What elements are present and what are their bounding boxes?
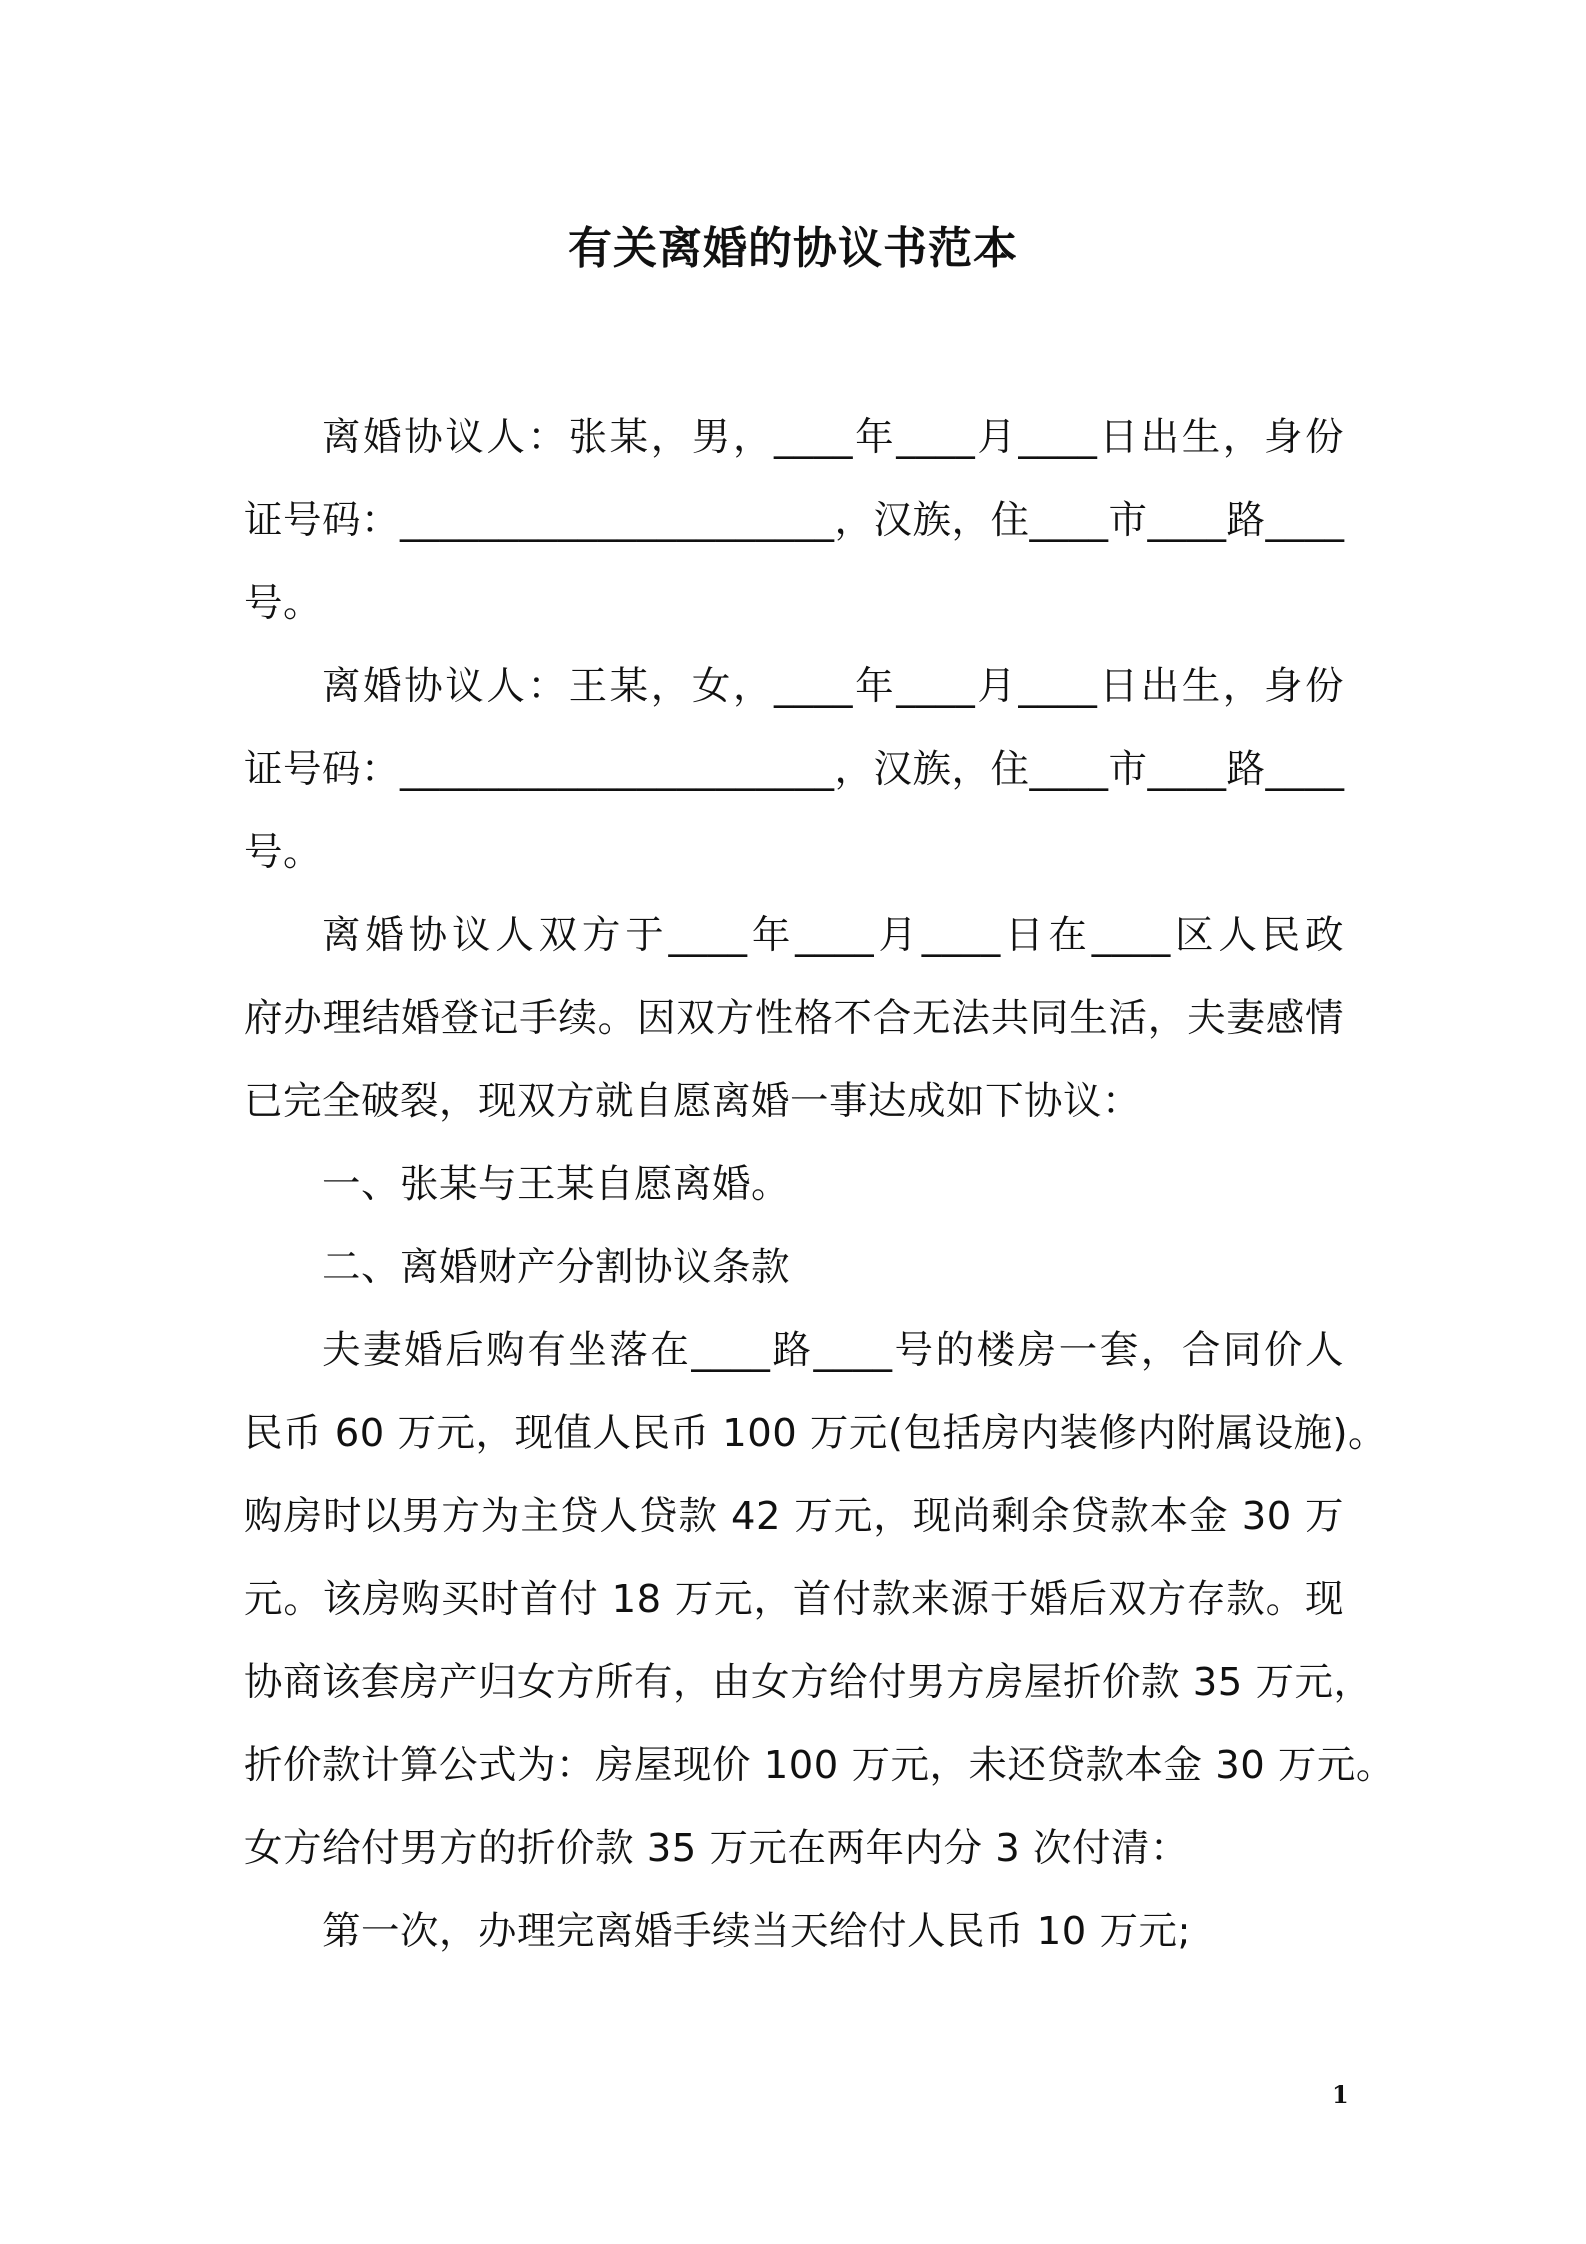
paragraph-line: 号。	[244, 830, 323, 875]
paragraph-line: 协商该套房产归女方所有，由女方给付男方房屋折价款 35 万元，	[244, 1660, 1373, 1705]
paragraph-line: 第一次，办理完离婚手续当天给付人民币 10 万元;	[322, 1909, 1191, 1954]
section-heading: 一、张某与王某自愿离婚。	[322, 1162, 791, 1207]
paragraph-line: 夫妻婚后购有坐落在____路____号的楼房一套，合同价人	[322, 1328, 1344, 1373]
paragraph-line: 号。	[244, 581, 323, 626]
document-title: 有关离婚的协议书范本	[568, 223, 1018, 274]
paragraph-line: 离婚协议人：张某，男，____年____月____日出生，身份	[322, 415, 1344, 460]
paragraph-line: 证号码：______________________，汉族，住____市____路____	[244, 747, 1345, 792]
paragraph-line: 离婚协议人：王某，女，____年____月____日出生，身份	[322, 664, 1344, 709]
paragraph-line: 折价款计算公式为：房屋现价 100 万元，未还贷款本金 30 万元。	[244, 1743, 1395, 1788]
paragraph-line: 购房时以男方为主贷人贷款 42 万元，现尚剩余贷款本金 30 万	[244, 1494, 1344, 1539]
paragraph-line: 已完全破裂，现双方就自愿离婚一事达成如下协议：	[244, 1079, 1142, 1124]
paragraph-line: 民币 60 万元，现值人民币 100 万元(包括房内装修内附属设施)。	[244, 1411, 1387, 1456]
paragraph-line: 女方给付男方的折价款 35 万元在两年内分 3 次付清：	[244, 1826, 1189, 1871]
paragraph-line: 证号码：______________________，汉族，住____市____路____	[244, 498, 1345, 543]
paragraph-line: 元。该房购买时首付 18 万元，首付款来源于婚后双方存款。现	[244, 1577, 1344, 1622]
paragraph-line: 离婚协议人双方于____年____月____日在____区人民政	[322, 913, 1344, 958]
paragraph-line: 府办理结婚登记手续。因双方性格不合无法共同生活，夫妻感情	[244, 996, 1344, 1041]
document-body	[244, 396, 1395, 1973]
page-number: 1	[1332, 2080, 1349, 2109]
section-heading: 二、离婚财产分割协议条款	[322, 1245, 791, 1290]
